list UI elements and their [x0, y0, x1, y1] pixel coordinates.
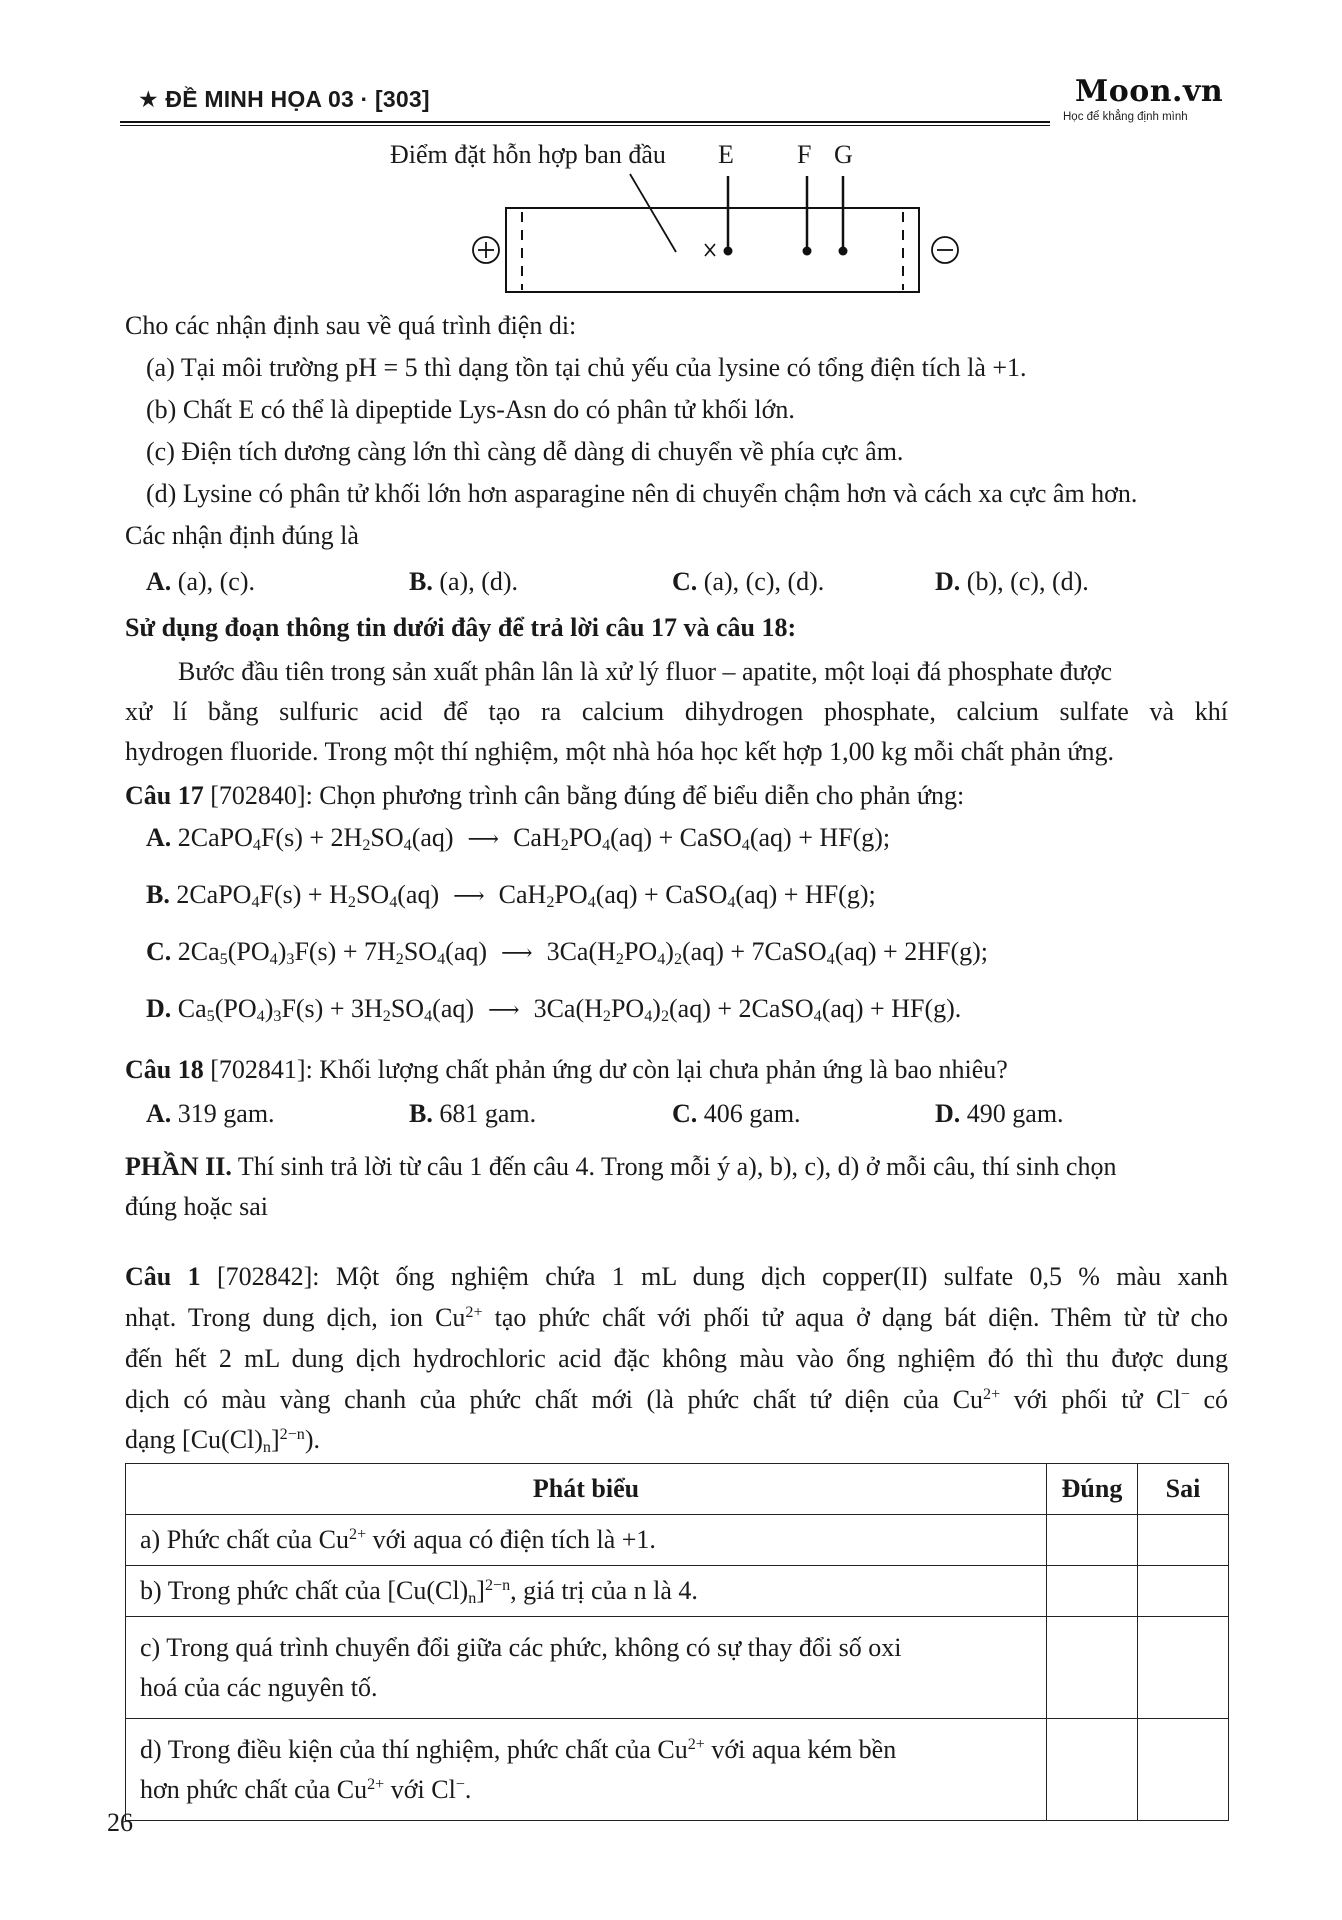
q17-text: : Chọn phương trình cân bằng đúng để biểu diễn cho phản ứng:	[305, 781, 965, 810]
q17-option-b[interactable]	[146, 875, 876, 917]
option-letter: D.	[146, 994, 172, 1023]
option-letter: B.	[409, 1099, 433, 1128]
q1-text: : Một ống nghiệm chứa 1 mL dung dịch copper(II) sulfate 0,5 % màu xanh	[312, 1262, 1228, 1291]
option-text: (a), (d).	[432, 567, 519, 596]
option-letter: D.	[935, 1099, 961, 1128]
equation-products: $CaH_2PO_4(aq)$ + CaSO$_4$(aq) + HF(g);	[513, 823, 891, 855]
statement-b: b) Trong phức chất của $[Cu(Cl)_n]^{2-n}$, giá trị của n là 4.	[126, 1566, 1047, 1617]
q1-id: [702842]	[200, 1262, 313, 1291]
q1-line-5: dạng $[Cu(Cl)_n]^{2-n}$).	[125, 1425, 321, 1457]
table-row	[126, 1566, 1229, 1617]
q17-question	[125, 776, 964, 816]
equation-products: $3Ca(H_2PO_4)_2(aq)$ + 7CaSO$_4$(aq) + 2HF(g);	[546, 937, 988, 969]
false-cell[interactable]	[1138, 1566, 1229, 1617]
option-letter: D.	[935, 567, 961, 596]
q17-label: Câu 17	[125, 781, 204, 810]
option-letter: C.	[672, 567, 698, 596]
passage-line-2: xử lí bằng sulfuric acid để tạo ra calcium dihydrogen phosphate, calcium sulfate và khí	[125, 697, 1228, 726]
false-cell[interactable]	[1138, 1515, 1229, 1566]
option-text: (b), (c), (d).	[960, 567, 1089, 596]
false-cell[interactable]	[1138, 1617, 1229, 1719]
q16-option-a[interactable]	[146, 562, 409, 602]
reaction-arrow-icon: ⟶	[501, 941, 533, 966]
diagram-label-e: E	[718, 140, 734, 169]
option-text: (a), (c), (d).	[697, 567, 825, 596]
true-cell[interactable]	[1047, 1719, 1138, 1821]
statement-c: c) Trong quá trình chuyển đổi giữa các phức, không có sự thay đổi số oxi hoá của các nguyên tố.	[126, 1617, 1047, 1719]
passage-line-1: Bước đầu tiên trong sản xuất phân lân là xử lý fluor – apatite, một loại đá phosphate được	[178, 657, 1113, 686]
q16-prompt: Các nhận định đúng là	[125, 521, 359, 550]
q17-option-d[interactable]	[146, 989, 961, 1031]
q18-option-a[interactable]	[146, 1094, 409, 1134]
passage-heading: Sử dụng đoạn thông tin dưới đây để trả lời câu 17 và câu 18:	[125, 613, 797, 642]
brand-slogan: Học để khẳng định mình	[1063, 111, 1188, 123]
diagram-svg	[0, 0, 1342, 300]
option-text: 319 gam.	[171, 1099, 275, 1128]
reaction-arrow-icon: ⟶	[488, 998, 520, 1023]
q18-text: : Khối lượng chất phản ứng dư còn lại chưa phản ứng là bao nhiêu?	[305, 1055, 1008, 1084]
false-cell[interactable]	[1138, 1719, 1229, 1821]
diagram-label-f: F	[797, 140, 812, 169]
q1-line-4: dịch có màu vàng chanh của phức chất mới (là phức chất tứ diện của $Cu^{2+}$ với phối tử Cl− có	[125, 1385, 1229, 1414]
q16-statement-a: (a) Tại môi trường pH = 5 thì dạng tồn tại chủ yếu của lysine có tổng điện tích là +1.	[146, 353, 1027, 382]
option-text: (a), (c).	[171, 567, 255, 596]
q18-question	[125, 1050, 1008, 1090]
part2-label: PHẦN II.	[125, 1152, 232, 1181]
q17-id: [702840]	[203, 781, 306, 810]
q16-options	[146, 562, 1198, 602]
q16-statement-d: (d) Lysine có phân tử khối lớn hơn asparagine nên di chuyển chậm hơn và cách xa cực âm hơn.	[146, 479, 1138, 508]
q1-line-1	[125, 1257, 1228, 1297]
q16-statement-c: (c) Điện tích dương càng lớn thì càng dễ dàng di chuyển về phía cực âm.	[146, 437, 904, 466]
q16-option-d[interactable]	[935, 562, 1198, 602]
option-text: 681 gam.	[432, 1099, 537, 1128]
q18-options	[146, 1094, 1198, 1134]
electrophoresis-diagram	[0, 0, 1342, 300]
header-false: Sai	[1138, 1464, 1229, 1515]
header-statement: Phát biểu	[126, 1464, 1047, 1515]
star-icon: ★	[138, 86, 159, 112]
reaction-arrow-icon: ⟶	[467, 827, 500, 852]
part2-line-1: Thí sinh trả lời từ câu 1 đến câu 4. Trong mỗi ý a), b), c), d) ở mỗi câu, thí sinh chọn	[231, 1152, 1117, 1181]
q1-line-3: đến hết 2 mL dung dịch hydrochloric acid đặc không màu vào ống nghiệm đó thì thu được dung	[125, 1344, 1228, 1373]
q18-id: [702841]	[203, 1055, 306, 1084]
band-e-dot	[724, 247, 733, 256]
exam-title-text: ĐỀ MINH HỌA 03 · [303]	[165, 86, 430, 112]
true-cell[interactable]	[1047, 1617, 1138, 1719]
q17-option-a[interactable]	[146, 818, 890, 860]
option-letter: B.	[409, 567, 433, 596]
q18-option-d[interactable]	[935, 1094, 1198, 1134]
band-f-dot	[803, 247, 812, 256]
caption-pointer	[630, 174, 676, 252]
header-true: Đúng	[1047, 1464, 1138, 1515]
q16-option-b[interactable]	[409, 562, 672, 602]
q18-option-b[interactable]	[409, 1094, 672, 1134]
q18-option-c[interactable]	[672, 1094, 935, 1134]
option-letter: A.	[146, 823, 172, 852]
table-row	[126, 1719, 1229, 1821]
true-false-table	[125, 1463, 1229, 1821]
brand-logo: Moon.vn	[1075, 74, 1224, 109]
table-row	[126, 1617, 1229, 1719]
option-letter: A.	[146, 567, 172, 596]
option-letter: B.	[146, 880, 170, 909]
gel-strip	[506, 208, 919, 292]
equation-reactants: 2CaPO$_4$F(s) + $H_2SO_4(aq)$	[169, 880, 440, 912]
q16-statement-b: (b) Chất E có thể là dipeptide Lys-Asn do có phân tử khối lớn.	[146, 395, 795, 424]
q17-option-c[interactable]	[146, 932, 988, 974]
option-letter: C.	[672, 1099, 698, 1128]
diagram-caption: Điểm đặt hỗn hợp ban đầu	[390, 140, 666, 169]
diagram-label-g: G	[834, 140, 853, 169]
equation-products: $3Ca(H_2PO_4)_2(aq)$ + 2CaSO$_4$(aq) + HF(g).	[533, 994, 962, 1026]
true-cell[interactable]	[1047, 1515, 1138, 1566]
true-cell[interactable]	[1047, 1566, 1138, 1617]
option-text: 406 gam.	[697, 1099, 801, 1128]
q1-label: Câu 1	[125, 1262, 201, 1291]
statement-a: a) Phức chất của $Cu^{2+}$ với aqua có điện tích là +1.	[126, 1515, 1047, 1566]
q16-intro: Cho các nhận định sau về quá trình điện di:	[125, 311, 577, 340]
part2-line-2: đúng hoặc sai	[125, 1192, 268, 1221]
option-letter: C.	[146, 937, 172, 966]
option-letter: A.	[146, 1099, 172, 1128]
option-text: 490 gam.	[960, 1099, 1064, 1128]
equation-products: $CaH_2PO_4(aq)$ + CaSO$_4$(aq) + HF(g);	[498, 880, 876, 912]
q1-line-2: nhạt. Trong dung dịch, ion $Cu^{2+}$ tạo phức chất với phối tử aqua ở dạng bát diện. Thêm từ từ cho	[125, 1303, 1228, 1332]
table-row	[126, 1515, 1229, 1566]
equation-reactants: $Ca_5(PO_4)_3F(s) + 3H_2SO_4(aq)$	[171, 994, 475, 1026]
table-header-row	[126, 1464, 1229, 1515]
q18-label: Câu 18	[125, 1055, 204, 1084]
passage-line-3: hydrogen fluoride. Trong một thí nghiệm, một nhà hóa học kết hợp 1,00 kg mỗi chất phản ứng.	[125, 737, 1115, 766]
equation-reactants: $2Ca_5(PO_4)_3F(s) + 7H_2SO_4(aq)$	[171, 937, 488, 969]
reaction-arrow-icon: ⟶	[453, 884, 485, 909]
q16-option-c[interactable]	[672, 562, 935, 602]
band-g-dot	[839, 247, 848, 256]
part2-instructions	[125, 1147, 1116, 1187]
page-number: 26	[107, 1808, 133, 1837]
statement-d: d) Trong điều kiện của thí nghiệm, phức chất của $Cu^{2+}$ với aqua kém bền hơn phức chất của $Cu^{2+}$ với Cl−.	[126, 1719, 1047, 1821]
equation-reactants: 2CaPO$_4$F(s) + $2H_2SO_4(aq)$	[171, 823, 454, 855]
